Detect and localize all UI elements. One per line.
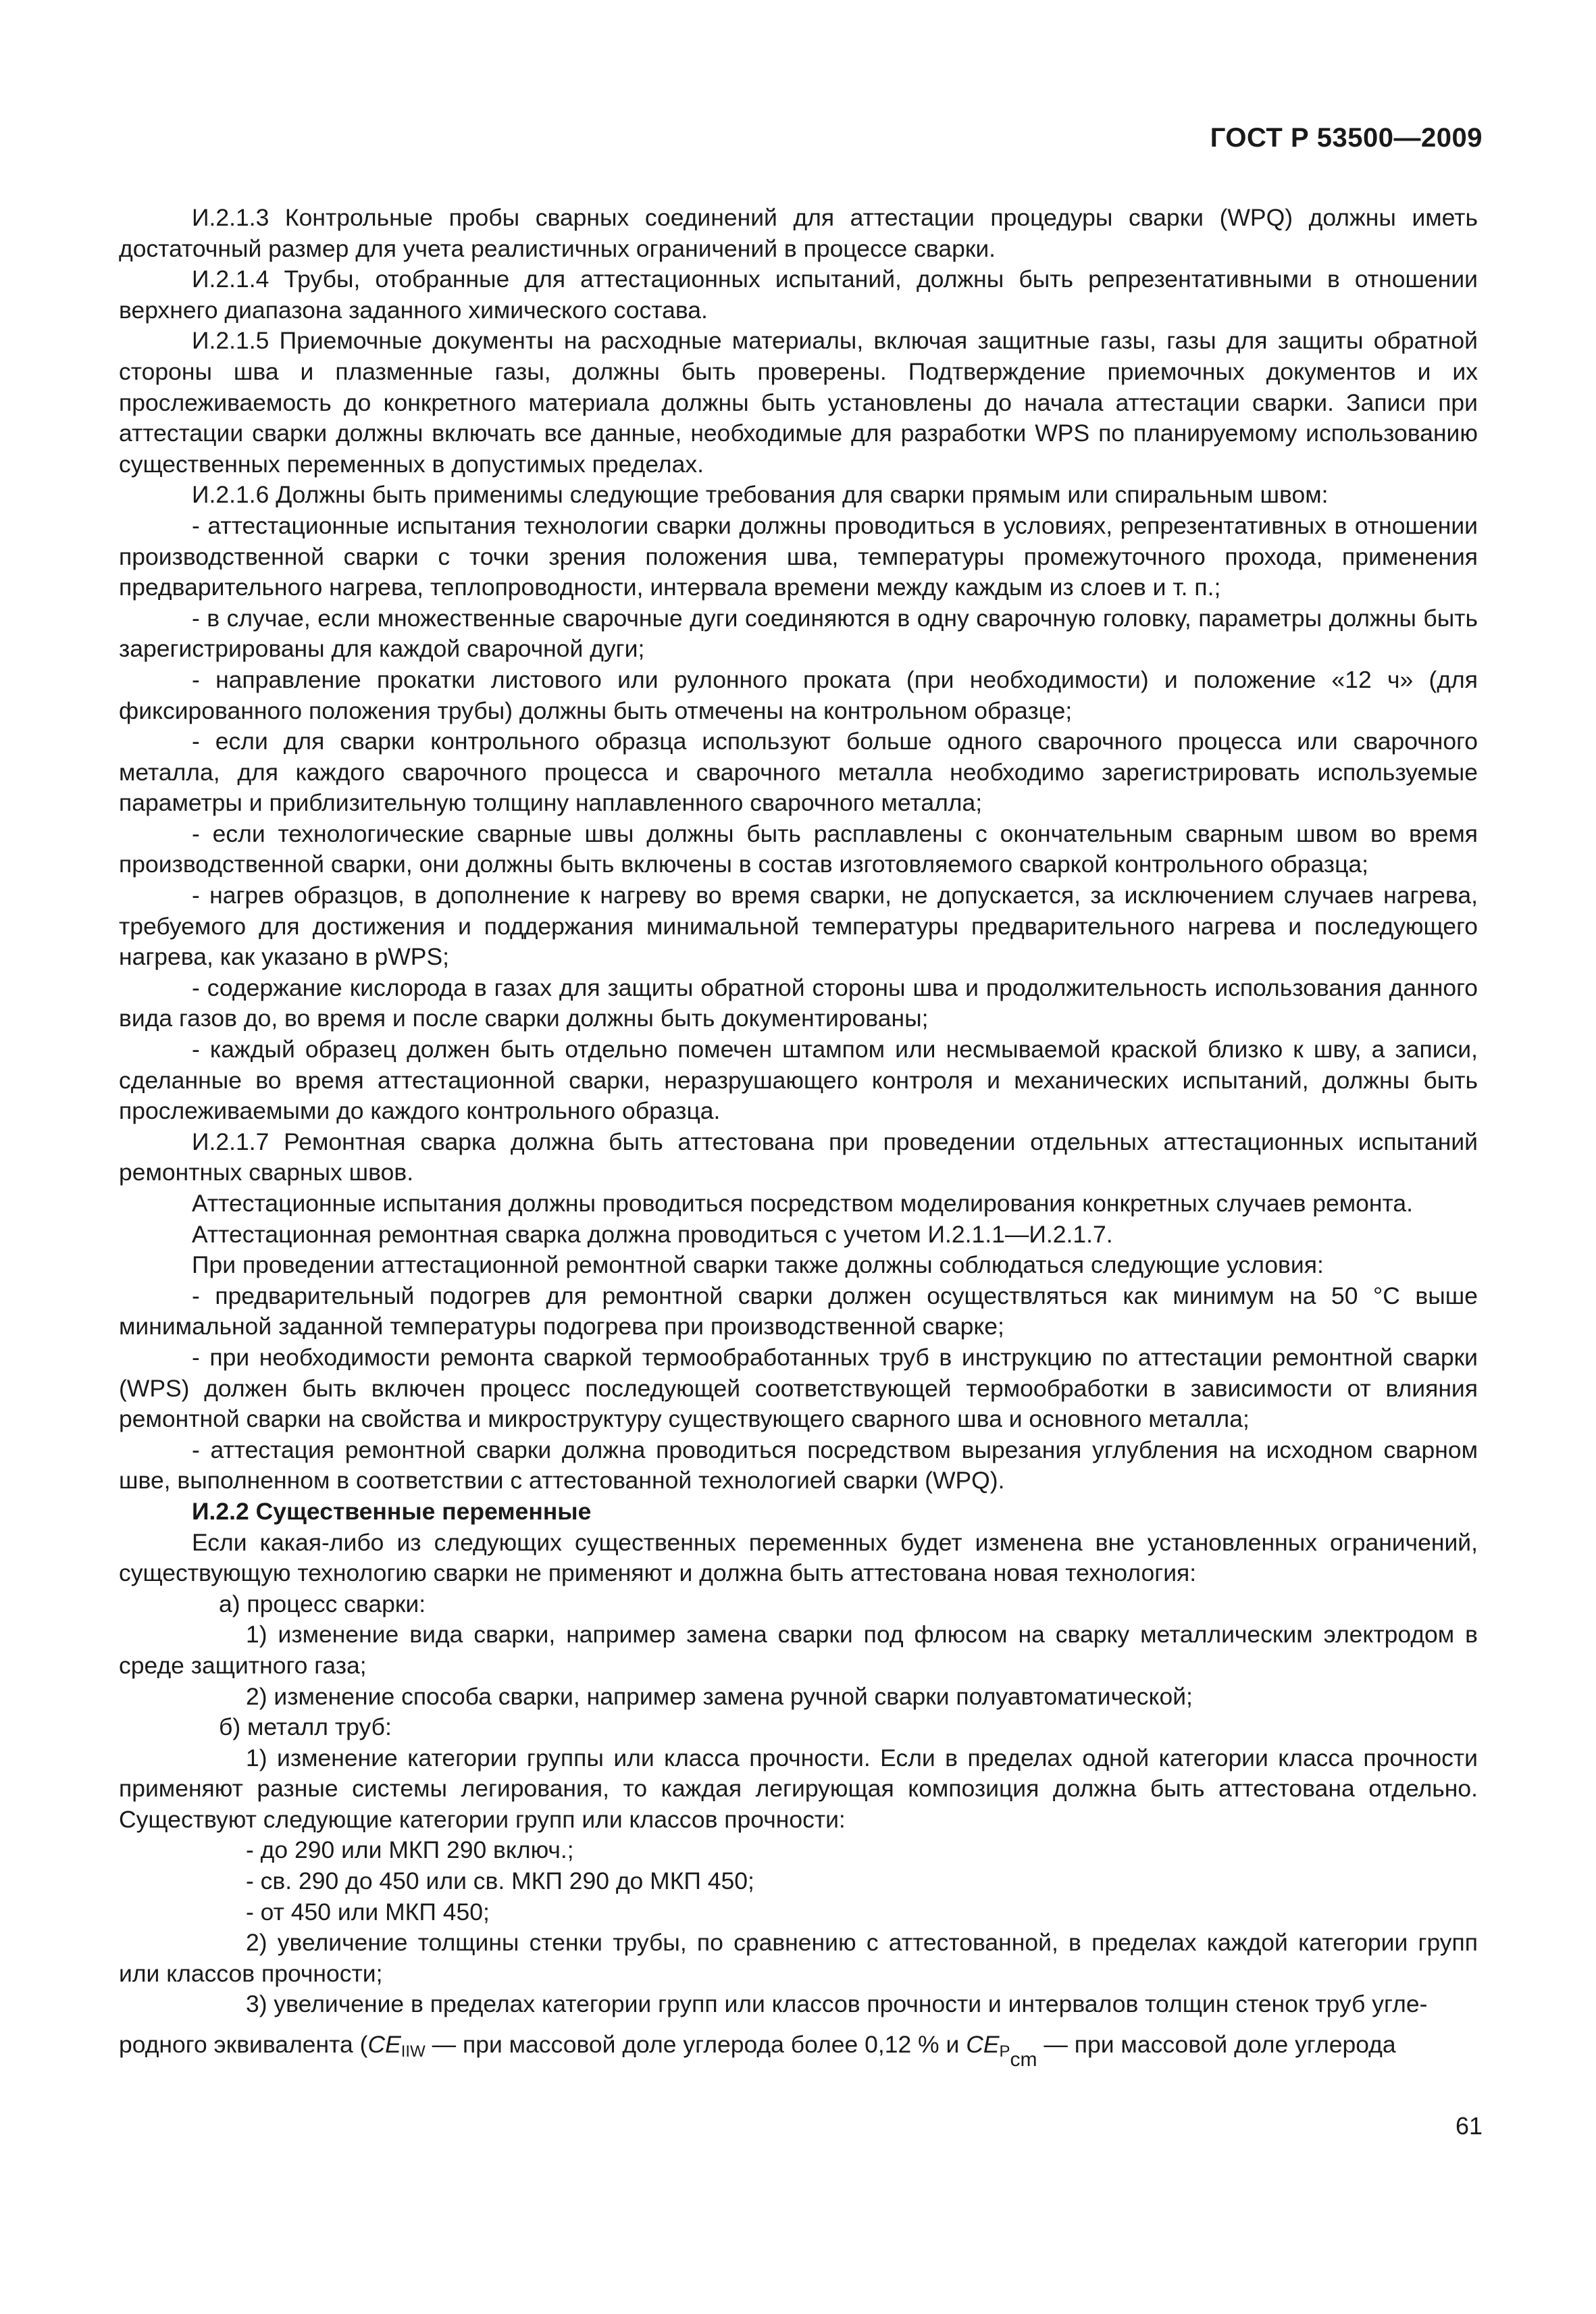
list-item: б) металл труб:	[219, 1713, 392, 1741]
list-item: - до 290 или МКП 290 включ.;	[246, 1836, 574, 1864]
list-item: - содержание кислорода в газах для защиты обратной стороны шва и продолжительность использования данного вида газов до, во время и после сварки должны быть документированы;	[119, 974, 1478, 1032]
list-item: - направление прокатки листового или рулонного проката (при необходимости) и положение «12 ч» (для фиксированного положения трубы) должны быть отмечены на контрольном образце;	[119, 665, 1478, 724]
paragraph: При проведении аттестационной ремонтной сварки также должны соблюдаться следующие условия:	[192, 1251, 1324, 1279]
clause-i-2-1-6: И.2.1.6 Должны быть применимы следующие требования для сварки прямым или спиральным швом:	[192, 481, 1329, 509]
paragraph: Аттестационные испытания должны проводиться посредством моделирования конкретных случаев ремонта.	[192, 1190, 1413, 1217]
list-item: - если технологические сварные швы должны быть расплавлены с окончательным сварным швом во время производственной сварки, они должны быть включены в состав изготовляемого сваркой контрольного образца;	[119, 820, 1478, 878]
clause-i-2-1-3: И.2.1.3 Контрольные пробы сварных соединений для аттестации процедуры сварки (WPQ) должны иметь достаточный размер для учета реалистичных ограничений в процессе сварки.	[119, 204, 1478, 262]
list-item: 1) изменение категории группы или класса прочности. Если в пределах одной категории класса прочности применяют разные системы легирования, то каждая легирующая композиция должна быть аттестована отдельно. Существуют следующие категории групп или классов прочности:	[119, 1744, 1478, 1833]
page-number: 61	[1455, 2112, 1483, 2140]
list-item: - аттестация ремонтной сварки должна проводиться посредством вырезания углубления на исходном сварном шве, выполненном в соответствии с аттестованной технологией сварки (WPQ).	[119, 1436, 1478, 1494]
list-item: - св. 290 до 450 или св. МКП 290 до МКП 450;	[246, 1867, 754, 1895]
clause-i-2-1-5: И.2.1.5 Приемочные документы на расходные материалы, включая защитные газы, газы для защиты обратной стороны шва и плазменные газы, должны быть проверены. Подтверждение приемочных документов и их прослеживаемость до конкретного материала должны быть установлены до начала аттестации сварки. Записи при аттестации сварки должны включать все данные, необходимые для разработки WPS по планируемому использованию существенных переменных в допустимых пределах.	[119, 327, 1478, 478]
list-item: - при необходимости ремонта сваркой термообработанных труб в инструкцию по аттестации ремонтной сварки (WPS) должен быть включен процесс последующей соответствующей термообработки в зависимости от влияния ремонтной сварки на свойства и микроструктуру существующего сварного шва и основного металла;	[119, 1343, 1478, 1433]
list-item: - нагрев образцов, в дополнение к нагреву во время сварки, не допускается, за исключением случаев нагрева, требуемого для достижения и поддержания минимальной температуры предварительного нагрева и последующего нагрева, как указано в pWPS;	[119, 882, 1478, 971]
clause-i-2-1-7: И.2.1.7 Ремонтная сварка должна быть аттестована при проведении отдельных аттестационных испытаний ремонтных сварных швов.	[119, 1128, 1478, 1186]
list-item: - если для сварки контрольного образца используют больше одного сварочного процесса или сварочного металла, для каждого сварочного процесса и сварочного металла необходимо зарегистрировать используемые параметры и приблизительную толщину наплавленного сварочного металла;	[119, 728, 1478, 817]
list-item: 2) изменение способа сварки, например замена ручной сварки полуавтоматической;	[246, 1682, 1193, 1710]
section-heading-i-2-2: И.2.2 Существенные переменные	[192, 1497, 592, 1525]
list-item: - предварительный подогрев для ремонтной сварки должен осуществляться как минимум на 50 °С выше минимальной заданной температуры подогрева при производственной сварке;	[119, 1282, 1478, 1340]
carbon-equivalent-line: родного эквивалента ($CE_{IIW}$ — при массовой доле углерода более 0,12 % и $CE_{P_{cm}}$ — при массовой доле углерода	[119, 2031, 1396, 2071]
list-item: - в случае, если множественные сварочные дуги соединяются в одну сварочную головку, параметры должны быть зарегистрированы для каждой сварочной дуги;	[119, 604, 1478, 663]
list-item: - аттестационные испытания технологии сварки должны проводиться в условиях, репрезентативных в отношении производственной сварки с точки зрения положения шва, температуры промежуточного прохода, применения предварительного нагрева, теплопроводности, интервала времени между каждым из слоев и т. п.;	[119, 511, 1478, 601]
clause-i-2-1-4: И.2.1.4 Трубы, отобранные для аттестационных испытаний, должны быть репрезентативными в отношении верхнего диапазона заданного химического состава.	[119, 266, 1478, 324]
standard-header: ГОСТ Р 53500—2009	[1210, 123, 1483, 153]
paragraph: Если какая-либо из следующих существенных переменных будет изменена вне установленных ограничений, существующую технологию сварки не применяют и должна быть аттестована новая технология:	[119, 1528, 1478, 1587]
list-item: - от 450 или МКП 450;	[246, 1898, 490, 1926]
list-item: 1) изменение вида сварки, например замена сварки под флюсом на сварку металлическим электродом в среде защитного газа;	[119, 1621, 1478, 1679]
list-item: а) процесс сварки:	[219, 1590, 426, 1617]
list-item: 2) увеличение толщины стенки трубы, по сравнению с аттестованной, в пределах каждой категории групп или классов прочности;	[119, 1929, 1478, 1987]
list-item: - каждый образец должен быть отдельно помечен штампом или несмываемой краской близко к шву, а записи, сделанные во время аттестационной сварки, неразрушающего контроля и механических испытаний, должны быть прослеживаемыми до каждого контрольного образца.	[119, 1036, 1478, 1125]
document-body	[119, 203, 1478, 2071]
paragraph: Аттестационная ремонтная сварка должна проводиться с учетом И.2.1.1—И.2.1.7.	[192, 1220, 1113, 1248]
list-item: 3) увеличение в пределах категории групп или классов прочности и интервалов толщин стенок труб угле-	[246, 1990, 1428, 2018]
